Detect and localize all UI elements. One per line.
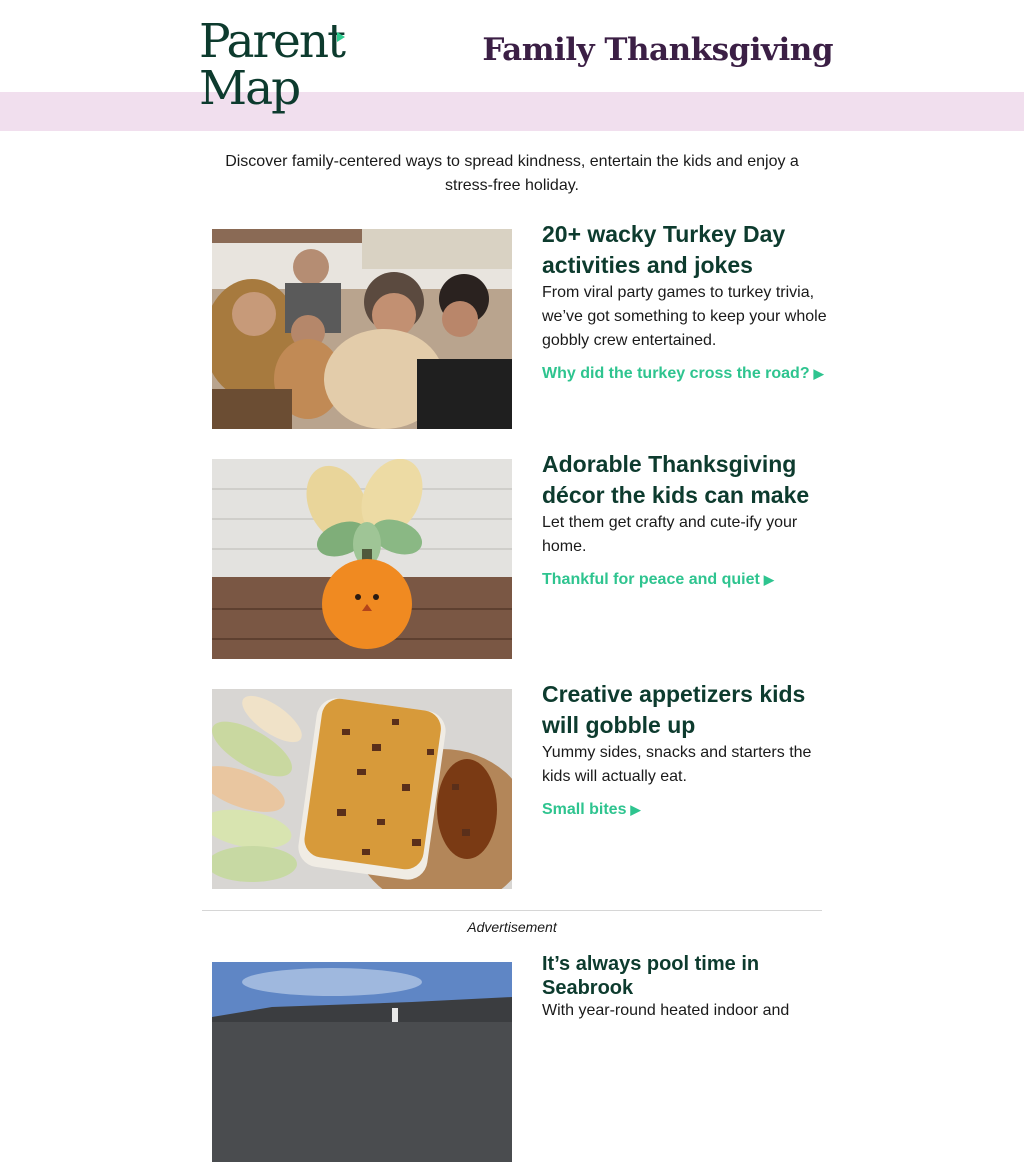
- article-2-link-label: Thankful for peace and quiet: [542, 571, 760, 588]
- play-arrow-icon: ▶: [763, 572, 774, 587]
- logo-word-map: Map: [199, 61, 300, 116]
- article-1-title[interactable]: 20+ wacky Turkey Day activities and jokes: [542, 221, 786, 278]
- article-3-link[interactable]: [542, 798, 640, 822]
- logo-triangle-icon: [337, 32, 345, 42]
- intro-text: Discover family-centered ways to spread kindness, entertain the kids and enjoy a stress-free holiday.: [225, 153, 799, 194]
- article-3-title[interactable]: Creative appetizers kids will gobble up: [542, 681, 806, 738]
- article-2-link[interactable]: [542, 568, 774, 592]
- article-2-description: Let them get crafty and cute-ify your home.: [542, 514, 798, 555]
- parentmap-logo[interactable]: [199, 14, 349, 122]
- article-2-title[interactable]: Adorable Thanksgiving décor the kids can make: [542, 451, 810, 508]
- play-arrow-icon: ▶: [813, 366, 824, 381]
- article-1-link-label: Why did the turkey cross the road?: [542, 365, 810, 382]
- play-arrow-icon: ▶: [630, 802, 641, 817]
- article-1-link[interactable]: [542, 362, 824, 386]
- article-3-description: Yummy sides, snacks and starters the kids will actually eat.: [542, 744, 812, 785]
- article-3-image[interactable]: [212, 689, 512, 889]
- article-1-image[interactable]: [212, 229, 512, 429]
- newsletter-title: Family Thanksgiving: [482, 32, 833, 68]
- header-band: [0, 92, 1024, 131]
- ad-title[interactable]: It’s always pool time in Seabrook: [542, 953, 760, 999]
- ad-description: With year-round heated indoor and: [542, 1002, 790, 1019]
- logo-word-parent: Parent: [199, 14, 344, 69]
- ad-image[interactable]: [212, 962, 512, 1162]
- section-divider: [202, 910, 822, 911]
- article-3-link-label: Small bites: [542, 801, 627, 818]
- article-2-image[interactable]: [212, 459, 512, 659]
- advertisement-label: Advertisement: [467, 919, 557, 935]
- article-1-description: From viral party games to turkey trivia, we’ve got something to keep your whole gobbly crew entertained.: [542, 284, 827, 349]
